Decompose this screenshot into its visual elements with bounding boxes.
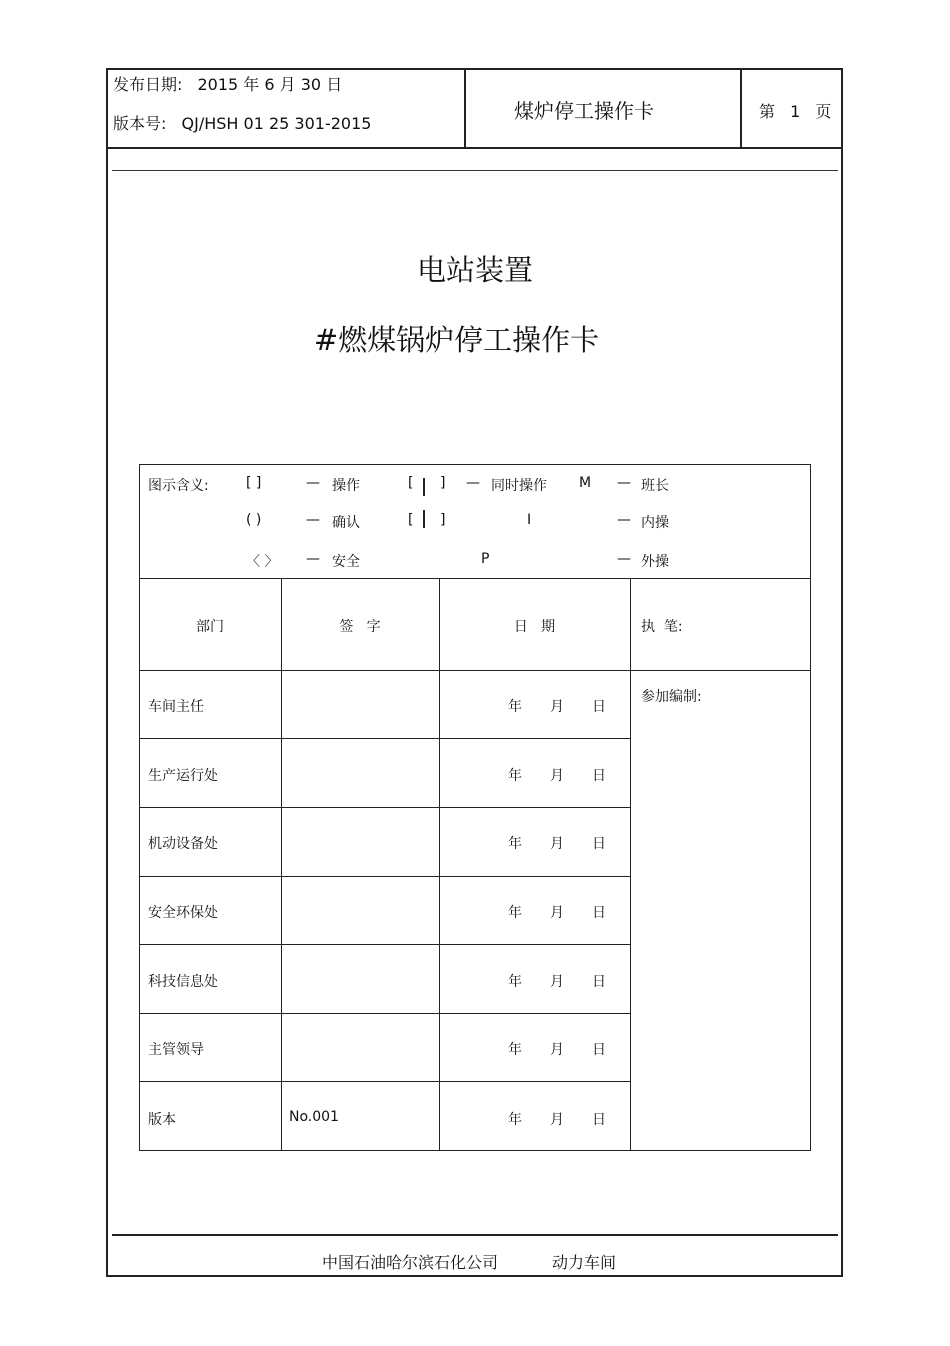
column-header-date: 日 期: [513, 619, 556, 635]
card-title: 煤炉停工操作卡: [514, 99, 654, 123]
date-month: 月: [550, 699, 564, 715]
title-line-1: 电站装置: [416, 253, 533, 287]
table-rule: [139, 1081, 631, 1082]
legend-dash: —: [617, 475, 631, 491]
table-column-rule: [630, 578, 631, 1151]
date-day: 日: [592, 836, 606, 852]
legend-dash: —: [306, 551, 320, 567]
legend-simultaneous: 同时操作: [491, 478, 547, 494]
date-year: 年: [508, 905, 522, 921]
legend-simul-bracket-right: ]: [440, 475, 446, 491]
legend-code-m: M: [579, 475, 592, 491]
legend-paren-symbol: ( ): [246, 512, 262, 528]
version-value: QJ/HSH 01 25 301-2015: [181, 114, 372, 133]
row-department: 主管领导: [148, 1042, 204, 1058]
date-year: 年: [508, 699, 522, 715]
top-rule: [112, 170, 838, 171]
date-year: 年: [508, 1042, 522, 1058]
row-department: 生产运行处: [148, 768, 218, 784]
legend-safety: 安全: [332, 554, 360, 570]
table-rule: [139, 578, 811, 579]
legend-dash: —: [617, 512, 631, 528]
page-suffix: 页: [815, 102, 832, 121]
title-line-2: #燃煤锅炉停工操作卡: [313, 323, 600, 357]
footer-workshop: 动力车间: [552, 1253, 617, 1272]
release-date-value: 2015 年 6 月 30 日: [197, 75, 343, 94]
date-month: 月: [550, 1112, 564, 1128]
table-rule: [139, 944, 631, 945]
date-day: 日: [592, 699, 606, 715]
date-month: 月: [550, 1042, 564, 1058]
table-rule: [139, 807, 631, 808]
legend-simul-bar: [423, 478, 425, 496]
legend-operate: 操作: [332, 478, 360, 494]
footer-company: 中国石油哈尔滨石化公司: [322, 1253, 499, 1272]
date-month: 月: [550, 768, 564, 784]
table-column-rule: [281, 578, 282, 1151]
date-day: 日: [592, 768, 606, 784]
header-column-divider: [740, 68, 742, 148]
column-header-department: 部门: [196, 619, 224, 635]
legend-bracket-symbol: [ ]: [246, 475, 262, 491]
legend-dash: —: [466, 475, 480, 491]
table-rule: [139, 670, 811, 671]
version-number: [113, 111, 371, 134]
legend-role-outside: 外操: [641, 554, 669, 570]
date-year: 年: [508, 836, 522, 852]
row-signature: No.001: [289, 1109, 339, 1125]
version-label: 版本号:: [113, 114, 167, 133]
legend-dash: —: [306, 475, 320, 491]
date-year: 年: [508, 974, 522, 990]
release-date: [113, 72, 342, 95]
page-number: 1: [790, 102, 801, 121]
legend-dash: —: [306, 512, 320, 528]
legend-role-inside: 内操: [641, 515, 669, 531]
writer-label: 执 笔:: [641, 619, 683, 635]
date-month: 月: [550, 905, 564, 921]
header-divider: [106, 147, 843, 149]
legend-bar: [423, 510, 425, 528]
date-day: 日: [592, 1112, 606, 1128]
legend-code-p: P: [481, 551, 490, 567]
table-column-rule: [439, 578, 440, 1151]
page-prefix: 第: [759, 102, 776, 121]
header-column-divider: [464, 68, 466, 148]
legend-code-i: I: [527, 512, 532, 528]
date-day: 日: [592, 905, 606, 921]
table-rule: [139, 1013, 631, 1014]
date-year: 年: [508, 768, 522, 784]
legend-bar-bracket-left: [: [408, 512, 414, 528]
table-rule: [139, 876, 631, 877]
page-indicator: [759, 99, 831, 122]
date-month: 月: [550, 974, 564, 990]
date-day: 日: [592, 974, 606, 990]
row-department: 安全环保处: [148, 905, 218, 921]
bottom-rule: [112, 1234, 838, 1236]
participants-label: 参加编制:: [641, 689, 702, 705]
table-rule: [139, 738, 631, 739]
row-department: 机动设备处: [148, 836, 218, 852]
release-date-label: 发布日期:: [113, 75, 183, 94]
legend-confirm: 确认: [332, 515, 360, 531]
column-header-signature: 签 字: [339, 619, 381, 635]
date-day: 日: [592, 1042, 606, 1058]
row-department: 车间主任: [148, 699, 204, 715]
legend-dash: —: [617, 551, 631, 567]
date-year: 年: [508, 1112, 522, 1128]
legend-role-monitor: 班长: [641, 478, 669, 494]
legend-label: 图示含义:: [148, 478, 209, 494]
legend-bar-bracket-right: ]: [440, 512, 446, 528]
date-month: 月: [550, 836, 564, 852]
row-department: 科技信息处: [148, 974, 218, 990]
row-department: 版本: [148, 1112, 176, 1128]
legend-angle-symbol: 〈 〉: [246, 554, 279, 570]
legend-simul-bracket-left: [: [408, 475, 414, 491]
